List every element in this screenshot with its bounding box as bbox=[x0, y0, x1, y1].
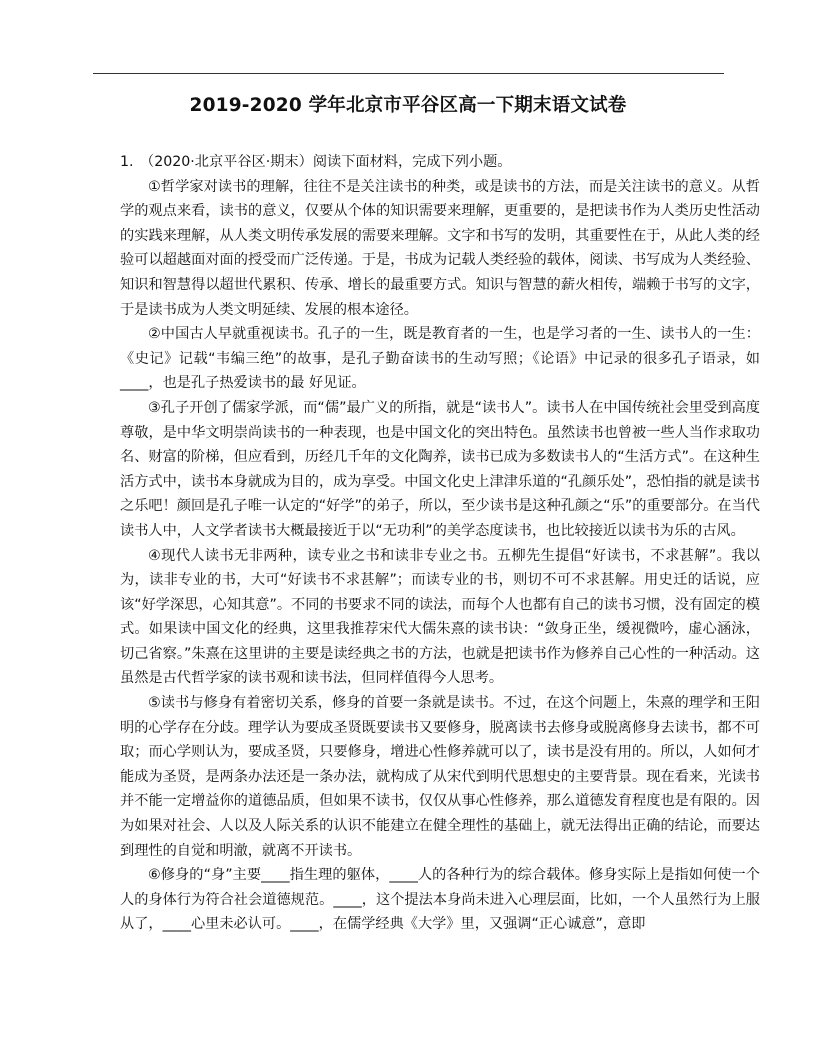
question-body bbox=[120, 150, 760, 937]
paragraph-4: ④现代人读书无非两种，读专业之书和读非专业之书。五柳先生提倡“好读书，不求甚解”。我以为，读非专业的书，大可“好读书不求甚解”；而读专业的书，则切不可不求甚解。用史迁的话说，应该“好学深思，心知其意”。不同的书要求不同的读法，而每个人也都有自己的读书习惯，没有固定的模式。如果读中国文化的经典，这里我推荐宋代大儒朱熹的读书诀：“敛身正坐，缓视微吟，虚心涵泳，切己省察。”朱熹在这里讲的主要是读经典之书的方法，也就是把读书作为修养自己心性的一种活动。这虽然是古代哲学家的读书观和读书法，但同样值得今人思考。 bbox=[120, 547, 760, 687]
question-number: 1. bbox=[120, 154, 134, 170]
paragraph-2: ②中国古人早就重视读书。孔子的一生，既是教育者的一生，也是学习者的一生、读书人的一生：《史记》记载“韦编三绝”的故事，是孔子勤奋读书的生动写照；《论语》中记录的很多孔子语录，如____，也是孔子热爱读书的最 好见证。 bbox=[120, 326, 760, 392]
paragraph-5: ⑤读书与修身有着密切关系，修身的首要一条就是读书。不过，在这个问题上，朱熹的理学和王阳明的心学存在分歧。理学认为要成圣贤既要读书又要修身，脱离读书去修身或脱离修身去读书，都不可取；而心学则认为，要成圣贤，只要修身，增进心性修养就可以了，读书是没有用的。所以，人如何才能成为圣贤，是两条办法还是一条办法，就构成了从宋代到明代思想史的主要背景。现在看来，光读书并不能一定增益你的道德品质，但如果不读书，仅仅从事心性修养，那么道德发育程度也是有限的。因为如果对社会、人以及人际关系的认识不能建立在健全理性的基础上，就无法得出正确的结论，而要达到理性的自觉和明澈，就离不开读书。 bbox=[120, 695, 760, 859]
question-source: （2020·北京平谷区·期末）阅读下面材料，完成下列小题。 bbox=[140, 154, 512, 170]
paragraph-1: ①哲学家对读书的理解，往往不是关注读书的种类，或是读书的方法，而是关注读书的意义。从哲学的观点来看，读书的意义，仅要从个体的知识需要来理解，更重要的，是把读书作为人类历史性活动的实践来理解，从人类文明传承发展的需要来理解。文字和书写的发明，其重要性在于，从此人类的经验可以超越面对面的授受而广泛传递。于是，书成为记载人类经验的载体，阅读、书写成为人类经验、知识和智慧得以超世代累积、传承、增长的最重要方式。知识与智慧的薪火相传，端赖于书写的文字，于是读书成为人类文明延续、发展的根本途径。 bbox=[120, 178, 760, 318]
page-title: 2019-2020 学年北京市平谷区高一下期末语文试卷 bbox=[189, 95, 627, 116]
question-header bbox=[120, 150, 760, 175]
paragraph-6: ⑥修身的“身”主要____指生理的躯体，____人的各种行为的综合载体。修身实际上是指如何使一个人的身体行为符合社会道德规范。____，这个提法本身尚未进入心理层面，比如，一个人虽然行为上服从了，____心里未必认可。____，在儒学经典《大学》里，又强调“正心诚意”，意即 bbox=[120, 867, 760, 933]
header-rule bbox=[93, 73, 724, 74]
paragraph-3: ③孔子开创了儒家学派，而“儒”最广义的所指，就是“读书人”。读书人在中国传统社会里受到高度尊敬，是中华文明崇尚读书的一种表现，也是中国文化的突出特色。虽然读书也曾被一些人当作求取功名、财富的阶梯，但应看到，历经几千年的文化陶养，读书已成为多数读书人的“生活方式”。在这种生活方式中，读书本身就成为目的，成为享受。中国文化史上津津乐道的“孔颜乐处”，恐怕指的就是读书之乐吧！颜回是孔子唯一认定的“好学”的弟子，所以，至少读书是这种孔颜之“乐”的重要部分。在当代读书人中，人文学者读书大概最接近于以“无功利”的美学态度读书，也比较接近以读书为乐的古风。 bbox=[120, 399, 760, 539]
